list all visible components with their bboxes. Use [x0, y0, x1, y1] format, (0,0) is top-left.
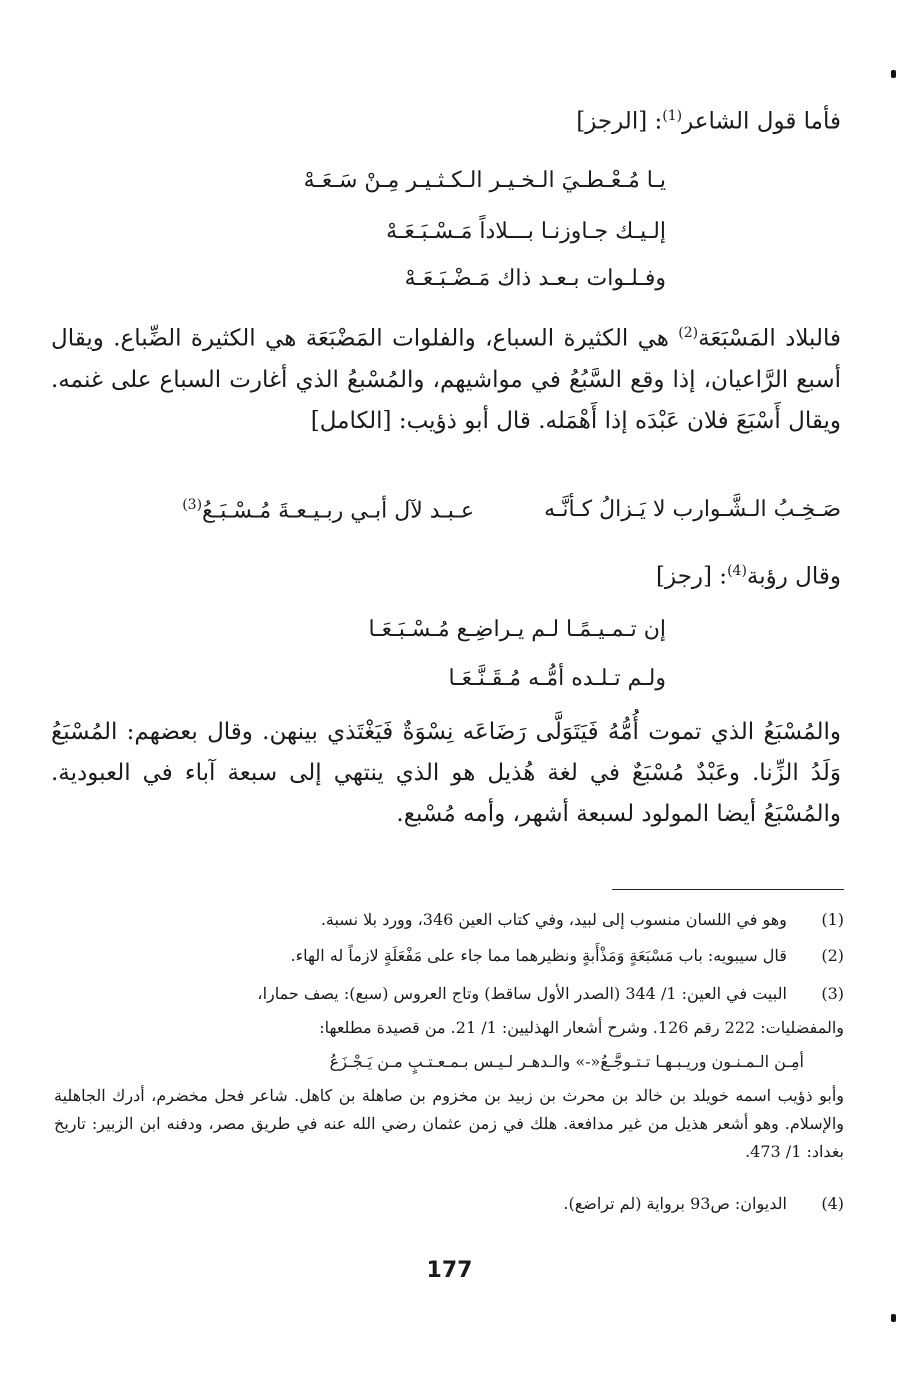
verse3-line-2: ولـم تـلـده أمُّـه مُـقَـنَّـعَـا — [448, 666, 666, 691]
footnote-3-verse: أمِـن الـمـنـون وريـبـهـا تـتـوجَّـعُ«-» والـدهـر لـيـس بـمـعـتـبٍ مـن يَـجْـزَعُ — [329, 1052, 804, 1071]
margin-mark-bottom — [891, 1314, 896, 1322]
meter-label-2: : [رجز] — [656, 563, 728, 590]
footnote-4-number: (4) — [821, 1194, 844, 1213]
footnote-3-cont-1: والمفضليات: 222 رقم 126. وشرح أشعار الهذليين: 1/ 21. من قصيدة مطلعها: — [319, 1018, 844, 1037]
footnote-ref-4: (4) — [727, 563, 747, 579]
hemistich-1-text: صَـخِـبُ الـشَّـوارب لا يَـزالُ كـأنَّـه — [544, 497, 841, 522]
intro-text: فأما قول الشاعر — [682, 108, 841, 135]
footnote-1 — [54, 907, 844, 933]
footnote-1-text: وهو في اللسان منسوب إلى لبيد، وفي كتاب العين 346، وورد بلا نسبة. — [320, 910, 787, 929]
paragraph-1 — [51, 313, 841, 442]
footnote-separator — [612, 889, 844, 890]
poem-intro-2 — [141, 563, 841, 590]
footnote-4-text: الديوان: ص93 برواية (لم تراضع). — [563, 1194, 787, 1213]
para1-lead: فالبلاد المَسْبَعَة — [698, 325, 841, 352]
footnote-3-text: البيت في العين: 1/ 344 (الصدر الأول ساقط) وتاج العروس (سبع): يصف حمارا، — [257, 984, 787, 1003]
paragraph-2: والمُسْبَعُ الذي تموت أُمُّهُ فَيَتَوَلَّى رَضَاعَه نِسْوَةٌ فَيَغْتَذي بينهن. وقال بعضهم: المُسْبَعُ وَلَدُ الزِّنا. وعَبْدٌ مُسْبَعٌ في لغة هُذيل هو الذي ينتهي إلى سبعة آباء في العبودية. والمُسْبَعُ أيضا المولود لسبعة أشهر، وأمه مُسْبع. — [51, 719, 841, 827]
footnote-4 — [54, 1191, 844, 1217]
verse-line-2: إلـيـك جـاوزنـا بـــلاداً مَـسْـبَـعَـهْ — [386, 219, 666, 244]
footnote-3 — [54, 981, 844, 1007]
para1-text: هي الكثيرة السباع، والفلوات المَضْبَعَة هي الكثيرة الضِّباع. ويقال أسبع الرَّاعيان، إذا وقع السَّبُعُ في مواشيهم، والمُسْبعُ الذي أغارت السباع على غنمه. ويقال أَسْبَعَ فلان عَبْدَه إذا أَهْمَله. قال أبو ذؤيب: [الكامل] — [51, 325, 841, 434]
verse-line-3: وفـلـوات بـعـد ذاك مَـضْـبَـعَـهْ — [404, 266, 666, 291]
verse-line-1: يـا مُـعْـطـيَ الـخـيـر الـكـثـيـر مِـنْ سَـعَـهْ — [303, 168, 666, 193]
footnote-3-cont-2: وأبو ذؤيب اسمه خويلد بن خالد بن محرث بن زبيد بن مخزوم بن صاهلة بن كاهل. شاعر فحل مخضرم، أدرك الجاهلية والإسلام. وهو أشعر هذيل من غير مدافعة. هلك في زمن عثمان رضي الله عنه في طريق مصر، ودفنه ابن الزبير: تاريخ بغداد: 1/ 473. — [54, 1086, 845, 1161]
meter-label: : [الرجز] — [576, 108, 663, 135]
footnote-1-number: (1) — [821, 910, 844, 929]
footnote-3-number: (3) — [821, 984, 844, 1003]
intro2-text: وقال رؤبة — [746, 563, 841, 590]
footnote-ref-3: (3) — [182, 497, 203, 513]
footnote-2-number: (2) — [821, 946, 844, 965]
verse2-hemistich-2 — [182, 497, 474, 523]
hemistich-2-text: عـبـد لآل أبـي ربـيـعـةَ مُـسْـبَـعُ — [202, 498, 474, 524]
footnote-ref-1: (1) — [662, 108, 683, 124]
verse2-hemistich-1 — [544, 497, 841, 522]
margin-mark-top — [891, 70, 896, 78]
footnote-2-text: قال سيبويه: باب مَسْبَعَةٍ وَمَذْأَبةٍ ونظيرهما مما جاء على مَفْعَلَةٍ لازماً له الهاء. — [290, 946, 787, 965]
footnote-ref-2: (2) — [678, 325, 699, 341]
footnote-2 — [54, 943, 844, 969]
verse3-line-1: إن تـمـيـمًـا لـم يـراضِـع مُـسْـبَـعَـا — [368, 617, 666, 642]
poem-intro-1 — [141, 108, 841, 135]
page-number: 177 — [426, 1258, 473, 1283]
